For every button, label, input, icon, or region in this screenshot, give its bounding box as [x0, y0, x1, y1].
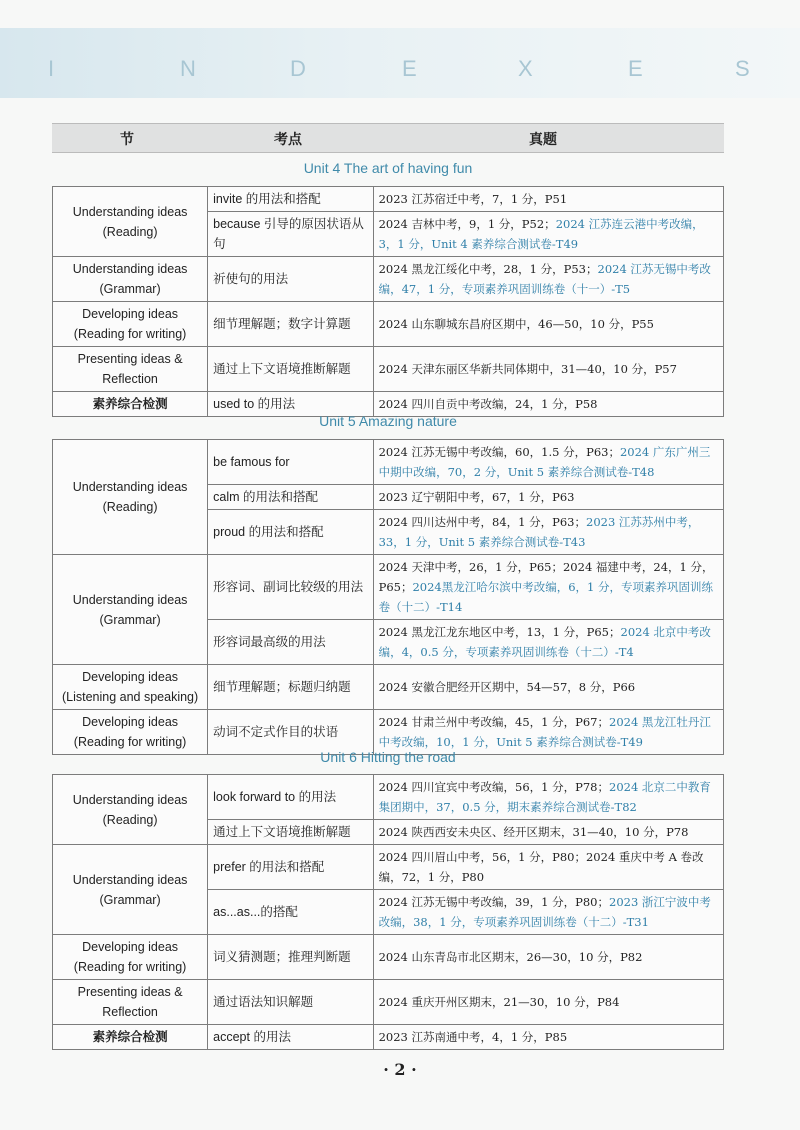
exam-source-cell [373, 555, 723, 620]
exam-source: 2023 江苏南通中考，4，1 分，P85 [378, 1030, 568, 1044]
exam-source-cell [373, 510, 723, 555]
exam-source: 2023 江苏宿迁中考，7，1 分，P51 [378, 192, 568, 206]
exam-point: 动词不定式作目的状语 [208, 710, 373, 755]
unit-5-title: Unit 5 Amazing nature [319, 413, 457, 429]
exam-source: 2024 吉林中考，9，1 分，P52； [378, 217, 556, 231]
exam-source: 2024 山东聊城东昌府区期中，46—50，10 分，P55 [378, 317, 654, 331]
exam-source-cell [373, 347, 723, 392]
exam-point: invite 的用法和搭配 [208, 187, 373, 212]
banner-letter: E [628, 56, 645, 81]
banner-letter: I [48, 56, 57, 81]
banner-letter: E [402, 56, 419, 81]
exam-source-cell [373, 212, 723, 257]
exam-source: 2024 黑龙江龙东地区中考，13，1 分，P65； [378, 625, 621, 639]
unit-6-table [52, 774, 724, 1050]
unit-4-title: Unit 4 The art of having fun [303, 160, 473, 176]
exam-reference: 2024 江苏连云港中考改编，3，1 分，Unit 4 素养综合测试卷-T49 [378, 217, 704, 251]
exam-point: as...as...的搭配 [208, 890, 373, 935]
exam-source-cell [373, 710, 723, 755]
exam-source-cell [373, 187, 723, 212]
indexes-banner [0, 28, 800, 98]
section-name: Understanding ideas (Grammar) [53, 555, 208, 665]
table-header [52, 123, 724, 153]
exam-point: 细节理解题；数字计算题 [208, 302, 373, 347]
exam-source: 2024 陕西西安未央区、经开区期末，31—40，10 分，P78 [378, 825, 689, 839]
exam-point: 形容词最高级的用法 [208, 620, 373, 665]
exam-point: 细节理解题；标题归纳题 [208, 665, 373, 710]
section-name: 素养综合检测 [53, 392, 208, 417]
section-name: Developing ideas (Listening and speaking) [53, 665, 208, 710]
unit-4-table [52, 186, 724, 417]
exam-point: 通过语法知识解题 [208, 980, 373, 1025]
exam-source: 2024 四川达州中考，84，1 分，P63； [378, 515, 586, 529]
exam-reference: 2023 江苏苏州中考，33，1 分，Unit 5 素养综合测试卷-T43 [378, 515, 700, 549]
exam-source: 2024 重庆开州区期末，21—30，10 分，P84 [378, 995, 620, 1009]
exam-reference: 2024 广东广州三中期中改编，70，2 分，Unit 5 素养综合测试卷-T48 [378, 445, 711, 479]
exam-point: accept 的用法 [208, 1025, 373, 1050]
exam-source-cell [373, 665, 723, 710]
table-row [53, 775, 724, 820]
header-section: 节 [120, 132, 134, 148]
exam-source: 2023 辽宁朝阳中考，67，1 分，P63 [378, 490, 575, 504]
section-name: Developing ideas (Reading for writing) [53, 935, 208, 980]
table-row [53, 665, 724, 710]
exam-source: 2024 安徽合肥经开区期中，54—57，8 分，P66 [378, 680, 636, 694]
exam-source-cell [373, 820, 723, 845]
exam-reference: 2024黑龙江哈尔滨中考改编，6，1 分，专项素养巩固训练卷（十二）-T14 [378, 580, 714, 614]
section-name: 素养综合检测 [53, 1025, 208, 1050]
exam-source: 2024 四川眉山中考，56，1 分，P80；2024 重庆中考 A 卷改编，72，1 分，P80 [378, 850, 704, 884]
section-name: Understanding ideas (Grammar) [53, 257, 208, 302]
section-name: Developing ideas (Reading for writing) [53, 710, 208, 755]
exam-source-cell [373, 302, 723, 347]
exam-source-cell [373, 845, 723, 890]
exam-source-cell [373, 775, 723, 820]
table-row [53, 257, 724, 302]
exam-reference: 2023 浙江宁波中考改编，38，1 分，专项素养巩固训练卷（十二）-T31 [378, 895, 711, 929]
table-row [53, 187, 724, 212]
exam-source: 2024 江苏无锡中考改编，39，1 分，P80； [378, 895, 609, 909]
header-source: 真题 [529, 132, 557, 148]
table-row [53, 440, 724, 485]
exam-source: 2024 山东青岛市北区期末，26—30，10 分，P82 [378, 950, 643, 964]
unit-5-table [52, 439, 724, 755]
exam-point: 通过上下文语境推断解题 [208, 347, 373, 392]
exam-source: 2024 甘肃兰州中考改编，45，1 分，P67； [378, 715, 609, 729]
exam-point: 词义猜测题；推理判断题 [208, 935, 373, 980]
exam-source: 2024 江苏无锡中考改编，60，1.5 分，P63； [378, 445, 620, 459]
section-name: Understanding ideas (Reading) [53, 440, 208, 555]
exam-point: 通过上下文语境推断解题 [208, 820, 373, 845]
section-name: Understanding ideas (Grammar) [53, 845, 208, 935]
table-row [53, 302, 724, 347]
exam-point: proud 的用法和搭配 [208, 510, 373, 555]
table-row [53, 347, 724, 392]
exam-source-cell [373, 440, 723, 485]
exam-reference: 2024 江苏无锡中考改编，47，1 分，专项素养巩固训练卷（十一）-T5 [378, 262, 711, 296]
exam-source: 2024 四川自贡中考改编，24，1 分，P58 [378, 397, 598, 411]
unit-6-title: Unit 6 Hitting the road [320, 749, 456, 765]
exam-source-cell [373, 620, 723, 665]
exam-point: look forward to 的用法 [208, 775, 373, 820]
exam-point: 祈使句的用法 [208, 257, 373, 302]
exam-reference: 2024 北京二中教育集团期中，37，0.5 分，期末素养综合测试卷-T82 [378, 780, 711, 814]
exam-point: calm 的用法和搭配 [208, 485, 373, 510]
exam-source-cell [373, 980, 723, 1025]
section-name: Understanding ideas (Reading) [53, 187, 208, 257]
exam-source-cell [373, 1025, 723, 1050]
exam-reference: 2024 黑龙江牡丹江中考改编，10，1 分，Unit 5 素养综合测试卷-T49 [378, 715, 711, 749]
table-row [53, 845, 724, 890]
exam-source: 2024 黑龙江绥化中考，28，1 分，P53； [378, 262, 598, 276]
exam-point: be famous for [208, 440, 373, 485]
banner-letter: N [180, 56, 198, 81]
exam-source-cell [373, 935, 723, 980]
banner-letter: D [290, 56, 308, 81]
header-point: 考点 [274, 132, 302, 148]
exam-point: prefer 的用法和搭配 [208, 845, 373, 890]
table-row [53, 980, 724, 1025]
exam-reference: 2024 北京中考改编，4，0.5 分，专项素养巩固训练卷（十二）-T4 [378, 625, 711, 659]
exam-point: 形容词、副词比较级的用法 [208, 555, 373, 620]
section-name: Developing ideas (Reading for writing) [53, 302, 208, 347]
table-row [53, 935, 724, 980]
exam-source-cell [373, 485, 723, 510]
section-name: Understanding ideas (Reading) [53, 775, 208, 845]
table-row [53, 710, 724, 755]
section-name: Presenting ideas & Reflection [53, 347, 208, 392]
banner-letter: S [735, 56, 752, 81]
banner-letter: X [518, 56, 535, 81]
exam-source: 2024 四川宜宾中考改编，56，1 分，P78； [378, 780, 609, 794]
section-name: Presenting ideas & Reflection [53, 980, 208, 1025]
exam-source-cell [373, 257, 723, 302]
exam-point: used to 的用法 [208, 392, 373, 417]
exam-source: 2024 天津中考，26，1 分，P65；2024 福建中考，24，1 分，P65； [378, 560, 714, 594]
exam-source-cell [373, 890, 723, 935]
banner-letters [0, 28, 800, 98]
table-row [53, 1025, 724, 1050]
page-number: · 2 · [383, 1060, 417, 1079]
table-row [53, 555, 724, 620]
exam-point: because 引导的原因状语从句 [208, 212, 373, 257]
exam-source: 2024 天津东丽区华新共同体期中，31—40，10 分，P57 [378, 362, 677, 376]
